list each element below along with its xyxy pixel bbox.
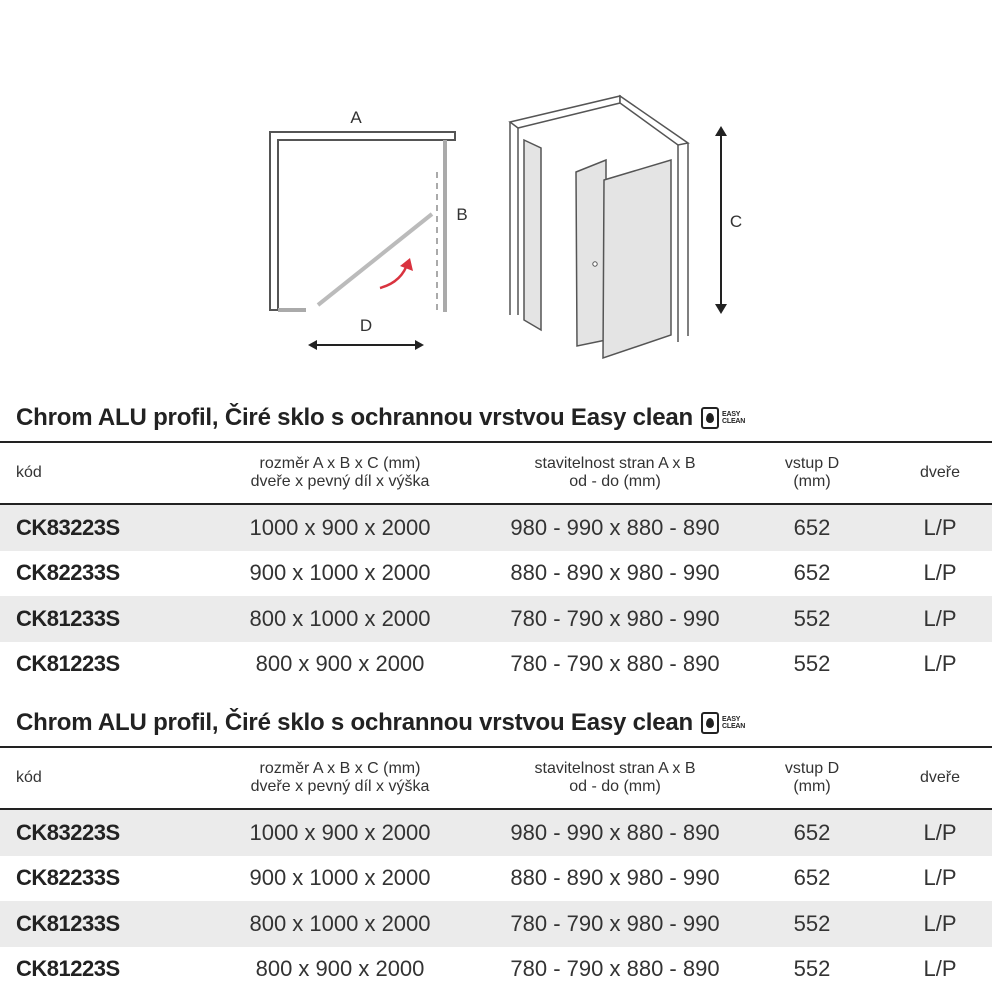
header-door: dveře <box>919 464 961 481</box>
section-title-text: Chrom ALU profil, Čiré sklo s ochrannou vrstvou Easy clean <box>16 404 694 431</box>
spec-table <box>0 441 992 687</box>
cell-code: CK81223S <box>16 651 120 677</box>
cell-size: 800 x 1000 x 2000 <box>249 605 431 631</box>
cell-adjust: 880 - 890 x 980 - 990 <box>510 560 720 586</box>
cell-size: 1000 x 900 x 2000 <box>249 514 431 540</box>
table-header <box>0 443 992 505</box>
easy-clean-badge <box>701 712 745 734</box>
header-adjust: stavitelnost stran A x B od - do (mm) <box>534 455 696 490</box>
cell-entry: 552 <box>793 910 831 936</box>
cell-entry: 552 <box>793 956 831 982</box>
cell-door: L/P <box>923 956 957 982</box>
cell-adjust: 780 - 790 x 880 - 890 <box>510 956 720 982</box>
cell-code: CK82233S <box>16 865 120 891</box>
cell-adjust: 780 - 790 x 980 - 990 <box>510 605 720 631</box>
plan-view <box>270 108 468 350</box>
header-size: rozměr A x B x C (mm) dveře x pevný díl x výška <box>250 760 430 795</box>
cell-entry: 652 <box>793 514 831 540</box>
table-row <box>0 596 992 642</box>
cell-door: L/P <box>923 651 957 677</box>
shower-diagram <box>0 0 1000 380</box>
dim-d-arrow-right-icon <box>415 340 424 350</box>
dim-d-arrow-left-icon <box>308 340 317 350</box>
label-b: B <box>456 205 468 224</box>
spec-table <box>0 746 992 992</box>
cell-adjust: 980 - 990 x 880 - 890 <box>510 514 720 540</box>
badge-line2: CLEAN <box>722 418 746 425</box>
header-size: rozměr A x B x C (mm) dveře x pevný díl x výška <box>250 455 430 490</box>
cell-entry: 552 <box>793 651 831 677</box>
dim-c-arrow-up-icon <box>715 126 727 136</box>
cell-entry: 652 <box>793 865 831 891</box>
cell-entry: 652 <box>793 560 831 586</box>
label-d: D <box>359 316 373 335</box>
table-header <box>0 748 992 810</box>
easy-clean-icon <box>701 407 719 429</box>
cell-code: CK82233S <box>16 560 120 586</box>
table-row <box>0 505 992 551</box>
header-code: kód <box>16 769 42 786</box>
label-a: A <box>350 108 362 127</box>
cell-door: L/P <box>923 514 957 540</box>
cell-code: CK81233S <box>16 910 120 936</box>
cell-size: 900 x 1000 x 2000 <box>249 865 431 891</box>
label-c: C <box>729 212 743 231</box>
cell-door: L/P <box>923 819 957 845</box>
cell-adjust: 780 - 790 x 880 - 890 <box>510 651 720 677</box>
cell-code: CK81223S <box>16 956 120 982</box>
cell-adjust: 980 - 990 x 880 - 890 <box>510 819 720 845</box>
cell-size: 800 x 900 x 2000 <box>255 956 425 982</box>
table-row <box>0 856 992 902</box>
cell-code: CK83223S <box>16 514 120 540</box>
badge-line2: CLEAN <box>722 723 746 730</box>
cell-door: L/P <box>923 605 957 631</box>
header-entry: vstup D (mm) <box>784 455 840 490</box>
cell-size: 800 x 1000 x 2000 <box>249 910 431 936</box>
header-entry: vstup D (mm) <box>784 760 840 795</box>
table-row <box>0 810 992 856</box>
badge-line1: EASY <box>722 411 741 418</box>
section-title <box>16 398 745 438</box>
cell-door: L/P <box>923 910 957 936</box>
door-handle-icon <box>593 262 597 266</box>
cell-entry: 552 <box>793 605 831 631</box>
table-row <box>0 901 992 947</box>
header-adjust: stavitelnost stran A x B od - do (mm) <box>534 760 696 795</box>
cell-door: L/P <box>923 560 957 586</box>
perspective-view <box>510 96 688 358</box>
cell-code: CK81233S <box>16 605 120 631</box>
section-title <box>16 703 745 743</box>
table-row <box>0 947 992 993</box>
cell-code: CK83223S <box>16 819 120 845</box>
dim-c-arrow-down-icon <box>715 304 727 314</box>
easy-clean-badge <box>701 407 745 429</box>
table-row <box>0 642 992 688</box>
cell-size: 800 x 900 x 2000 <box>255 651 425 677</box>
cell-size: 1000 x 900 x 2000 <box>249 819 431 845</box>
badge-line1: EASY <box>722 716 741 723</box>
cell-adjust: 780 - 790 x 980 - 990 <box>510 910 720 936</box>
cell-entry: 652 <box>793 819 831 845</box>
easy-clean-icon <box>701 712 719 734</box>
cell-door: L/P <box>923 865 957 891</box>
header-door: dveře <box>919 769 961 786</box>
table-row <box>0 551 992 597</box>
cell-size: 900 x 1000 x 2000 <box>249 560 431 586</box>
door-open-line <box>318 214 432 305</box>
header-code: kód <box>16 464 42 481</box>
cell-adjust: 880 - 890 x 980 - 990 <box>510 865 720 891</box>
section-title-text: Chrom ALU profil, Čiré sklo s ochrannou vrstvou Easy clean <box>16 709 694 736</box>
